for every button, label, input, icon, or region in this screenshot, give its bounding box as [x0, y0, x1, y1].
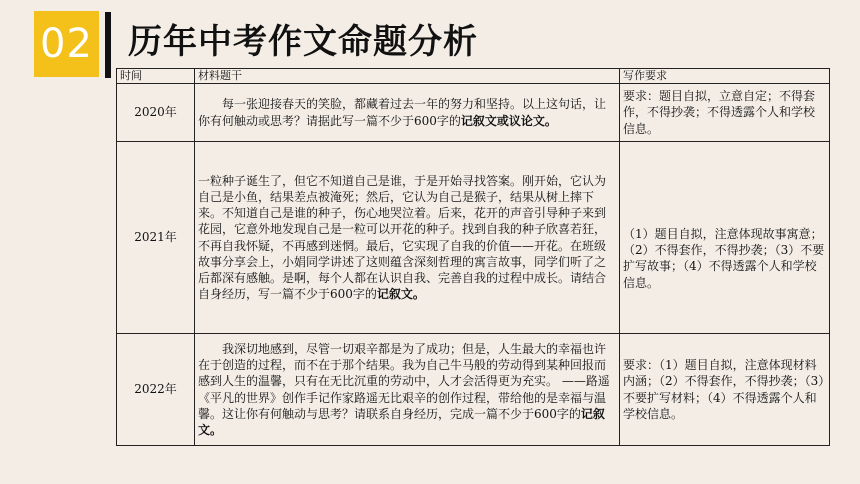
material-genre: 记叙文。 [376, 287, 425, 302]
material-genre: 记叙文或议论文。 [460, 113, 557, 128]
material-text: 每一张迎接春天的笑脸，都藏着过去一年的努力和坚持。以上这句话，让你有何触动或思考？请据此写一篇不少于600字的 [198, 97, 607, 128]
section-number-badge [34, 11, 99, 77]
material-cell [195, 142, 620, 334]
requirement-cell: 要求：题目自拟，立意自定；不得套作，不得抄袭；不得透露个人和学校信息。 [620, 84, 830, 142]
table-header-row [117, 69, 830, 84]
year-cell: 2020年 [117, 84, 195, 142]
page-title: 历年中考作文命题分析 [128, 22, 478, 62]
table-row [117, 142, 830, 334]
title-divider-bar [105, 12, 111, 78]
material-cell [195, 84, 620, 142]
header-material: 材料题干 [195, 69, 620, 84]
header-time: 时间 [117, 69, 195, 84]
requirement-cell: （1）题目自拟，注意体现故事寓意；（2）不得套作，不得抄袭；（3）不要扩写故事；（4）不得透露个人和学校信息。 [620, 142, 830, 334]
year-cell: 2021年 [117, 142, 195, 334]
material-text: 我深切地感到，尽管一切艰辛都是为了成功；但是，人生最大的幸福也许在于创造的过程，而不在于那个结果。我为自己牛马般的劳动得到某种回报而感到人生的温馨，只有在无比沉重的劳动中，人才会活得更为充实。 ——路遥《平凡的世界》创作手记作家路遥无比艰辛的创作过程，带给他的是幸福与温馨。这让你有何触动与思考？请联系自身经历，完成一篇不少于600字的 [198, 341, 610, 421]
exam-essay-table [116, 68, 830, 446]
material-text: 一粒种子诞生了，但它不知道自己是谁，于是开始寻找答案。刚开始，它认为自己是小鱼，结果差点被淹死；然后，它认为自己是猴子，结果从树上摔下来。不知道自己是谁的种子，伤心地哭泣着。后来，花开的声音引导种子来到花园，它意外地发现自己是一粒可以开花的种子。找到自我的种子欣喜若狂，不再自我怀疑，不再感到迷惘。最后，它实现了自我的价值——开花。在班级故事分享会上，小娟同学讲述了这则蕴含深刻哲理的寓言故事，同学们听了之后都深有感触。是啊，每个人都在认识自我、完善自我的过程中成长。请结合自身经历，写一篇不少于600字的 [198, 173, 607, 302]
year-cell: 2022年 [117, 334, 195, 446]
material-genre: 记叙文。 [198, 406, 605, 437]
header-requirement: 写作要求 [620, 69, 830, 84]
table-row [117, 334, 830, 446]
material-cell [195, 334, 620, 446]
section-number: 02 [40, 21, 93, 67]
table-row [117, 84, 830, 142]
requirement-cell: 要求：（1）题目自拟，注意体现材料内涵；（2）不得套作，不得抄袭；（3）不要扩写材料；（4）不得透露个人和学校信息。 [620, 334, 830, 446]
